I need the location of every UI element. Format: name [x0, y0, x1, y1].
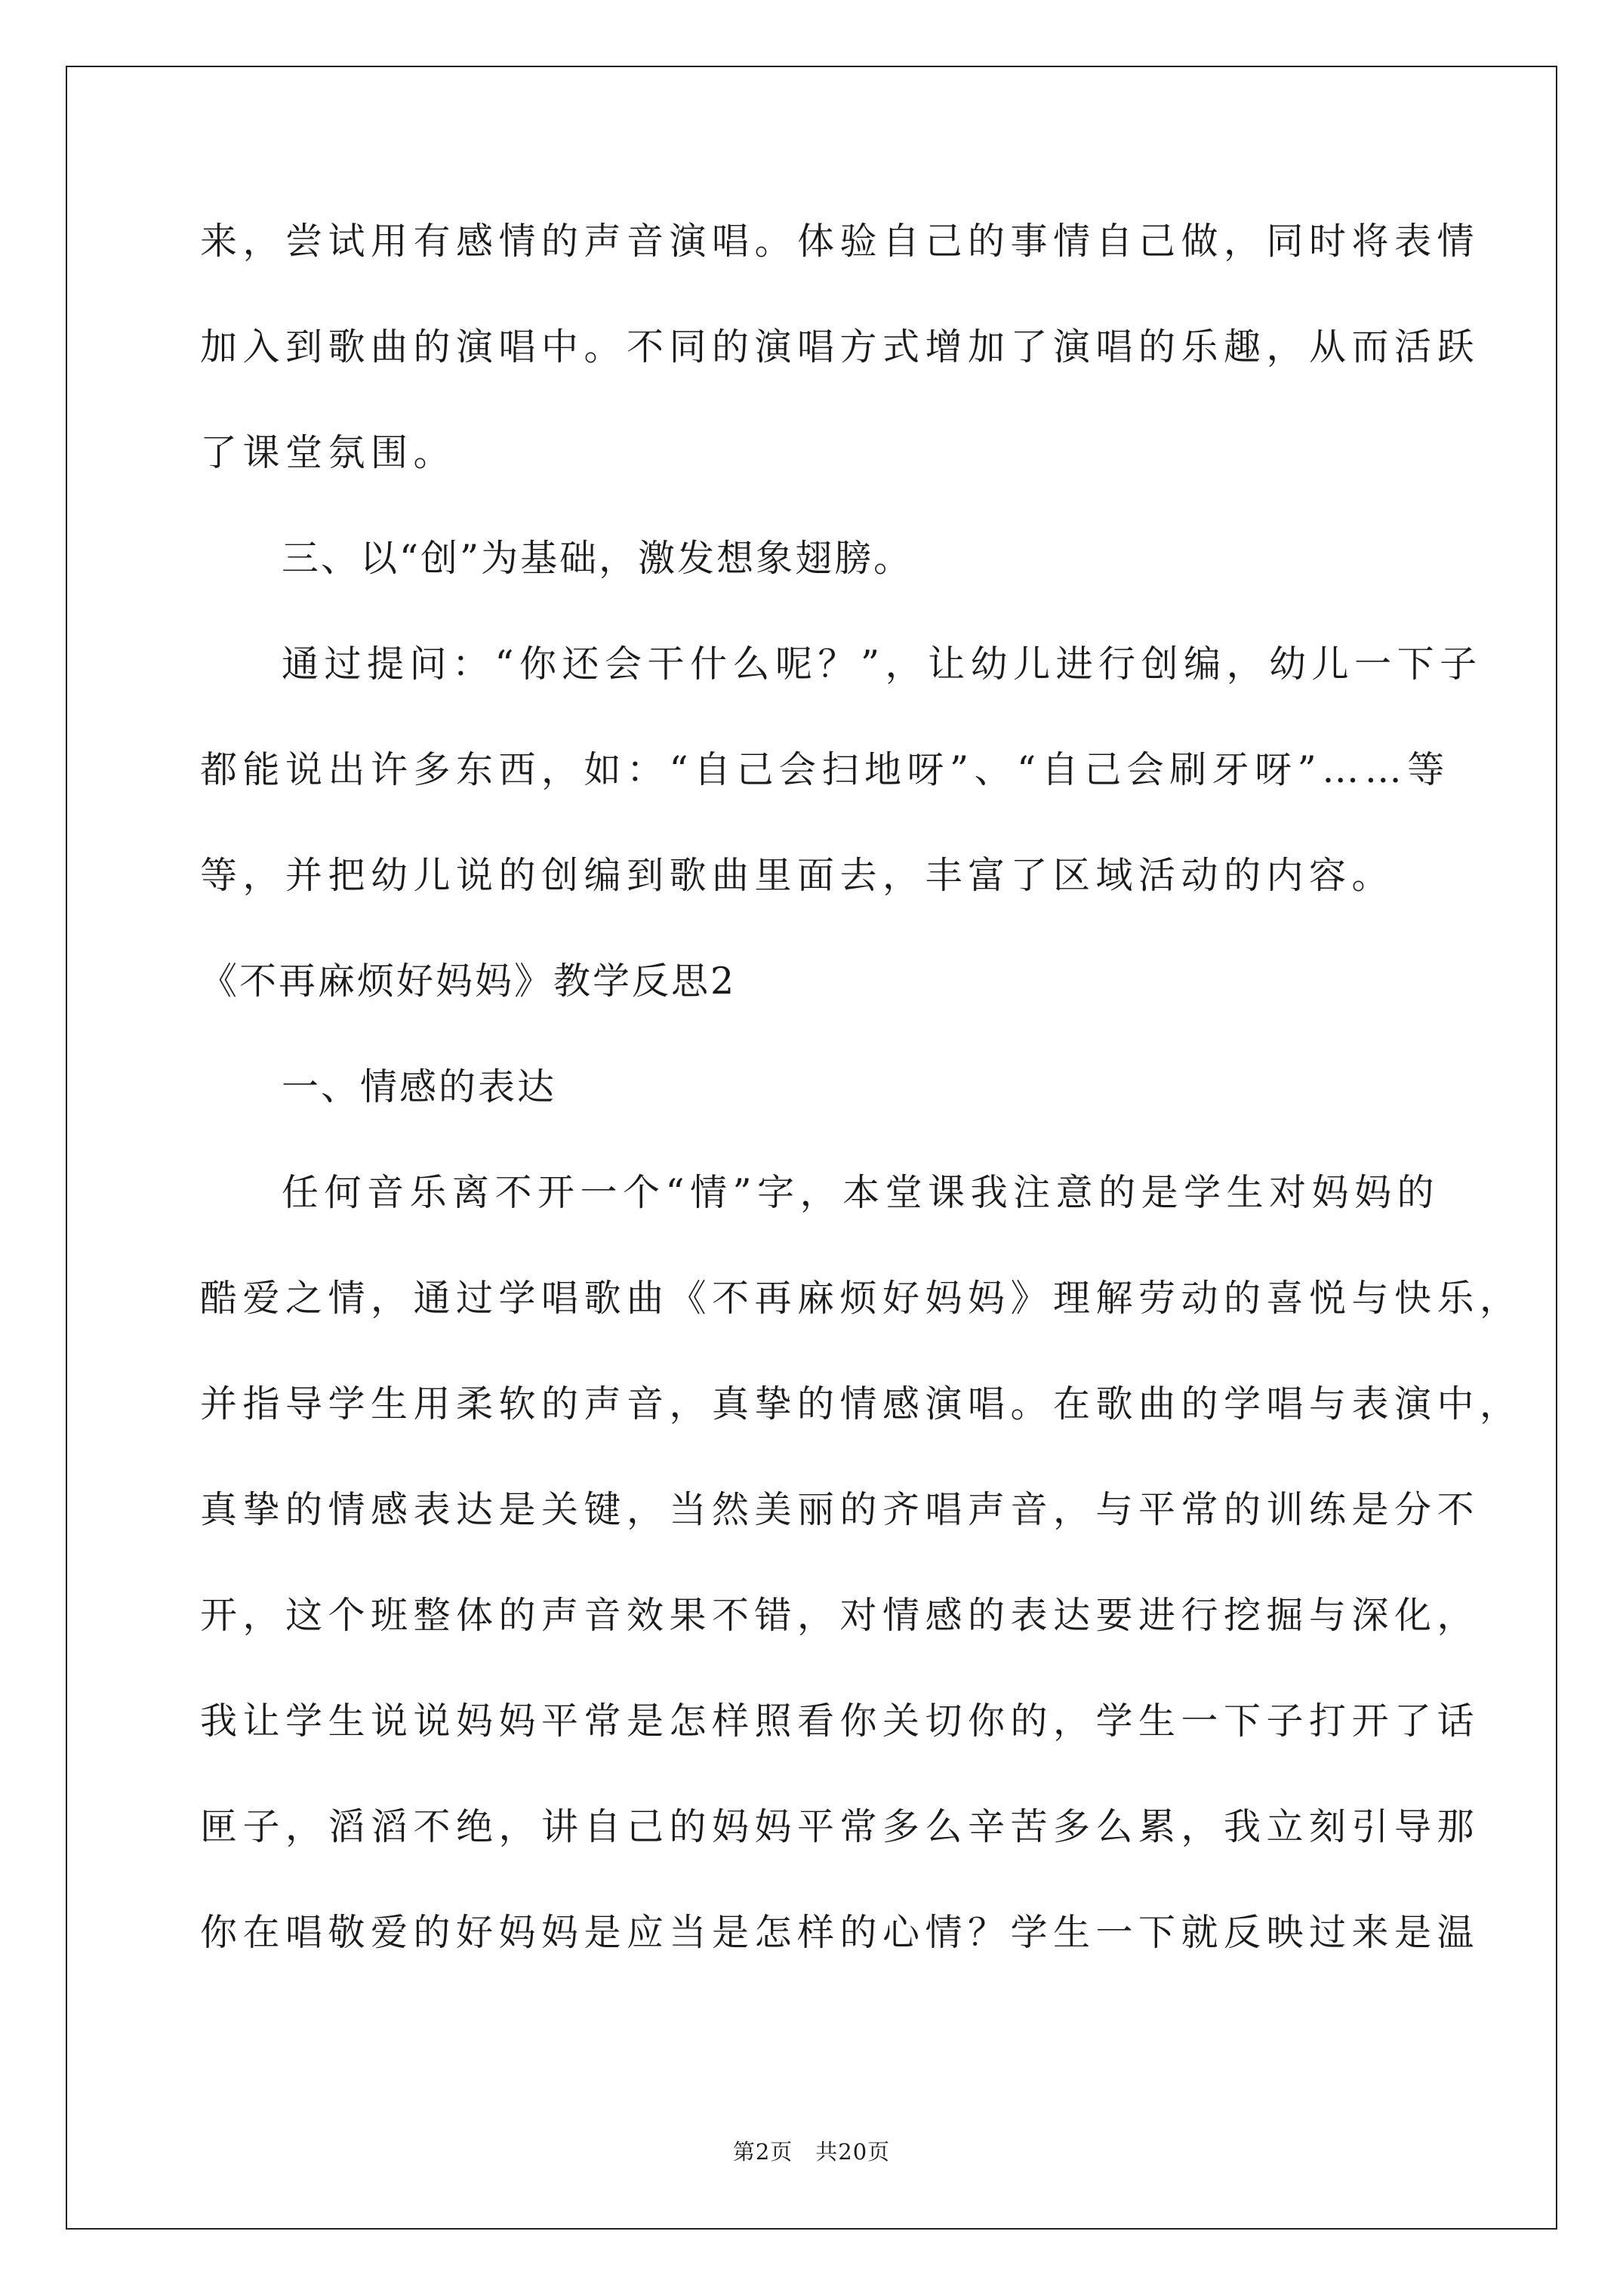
text-line: 加入到歌曲的演唱中。不同的演唱方式增加了演唱的乐趣，从而活跃	[200, 325, 1480, 368]
document-body	[200, 215, 1523, 2012]
page-total: 共20页	[815, 2139, 891, 2165]
text-line: 酷爱之情，通过学唱歌曲《不再麻烦好妈妈》理解劳动的喜悦与快乐，	[200, 1277, 1523, 1320]
page-footer	[0, 2135, 1623, 2166]
text-line: 等，并把幼儿说的创编到歌曲里面去，丰富了区域活动的内容。	[200, 854, 1395, 897]
text-line: 开，这个班整体的声音效果不错，对情感的表达要进行挖掘与深化，	[200, 1594, 1480, 1637]
text-line: 匣子，滔滔不绝，讲自己的妈妈平常多么辛苦多么累，我立刻引导那	[200, 1805, 1480, 1848]
text-line: 通过提问：“你还会干什么呢？”，让幼儿进行创编，幼儿一下子	[282, 643, 1483, 686]
text-line: 真挚的情感表达是关键，当然美丽的齐唱声音，与平常的训练是分不	[200, 1488, 1480, 1531]
section-heading: 一、情感的表达	[282, 1065, 557, 1108]
text-line: 来，尝试用有感情的声音演唱。体验自己的事情自己做，同时将表情	[200, 220, 1480, 263]
text-line: 了课堂氛围。	[200, 431, 457, 474]
page-number: 第2页	[732, 2139, 793, 2165]
text-line: 我让学生说说妈妈平常是怎样照看你关切你的，学生一下子打开了话	[200, 1700, 1480, 1743]
section-heading: 三、以“创”为基础，激发想象翅膀。	[282, 537, 913, 580]
text-line: 你在唱敬爱的好妈妈是应当是怎样的心情？学生一下就反映过来是温	[200, 1911, 1480, 1954]
document-title: 《不再麻烦好妈妈》教学反思2	[200, 960, 737, 1003]
text-line: 任何音乐离不开一个“情”字，本堂课我注意的是学生对妈妈的	[282, 1171, 1440, 1214]
text-line: 都能说出许多东西，如：“自己会扫地呀”、“自己会刷牙呀”……等	[200, 748, 1450, 791]
text-line: 并指导学生用柔软的声音，真挚的情感演唱。在歌曲的学唱与表演中，	[200, 1382, 1523, 1425]
